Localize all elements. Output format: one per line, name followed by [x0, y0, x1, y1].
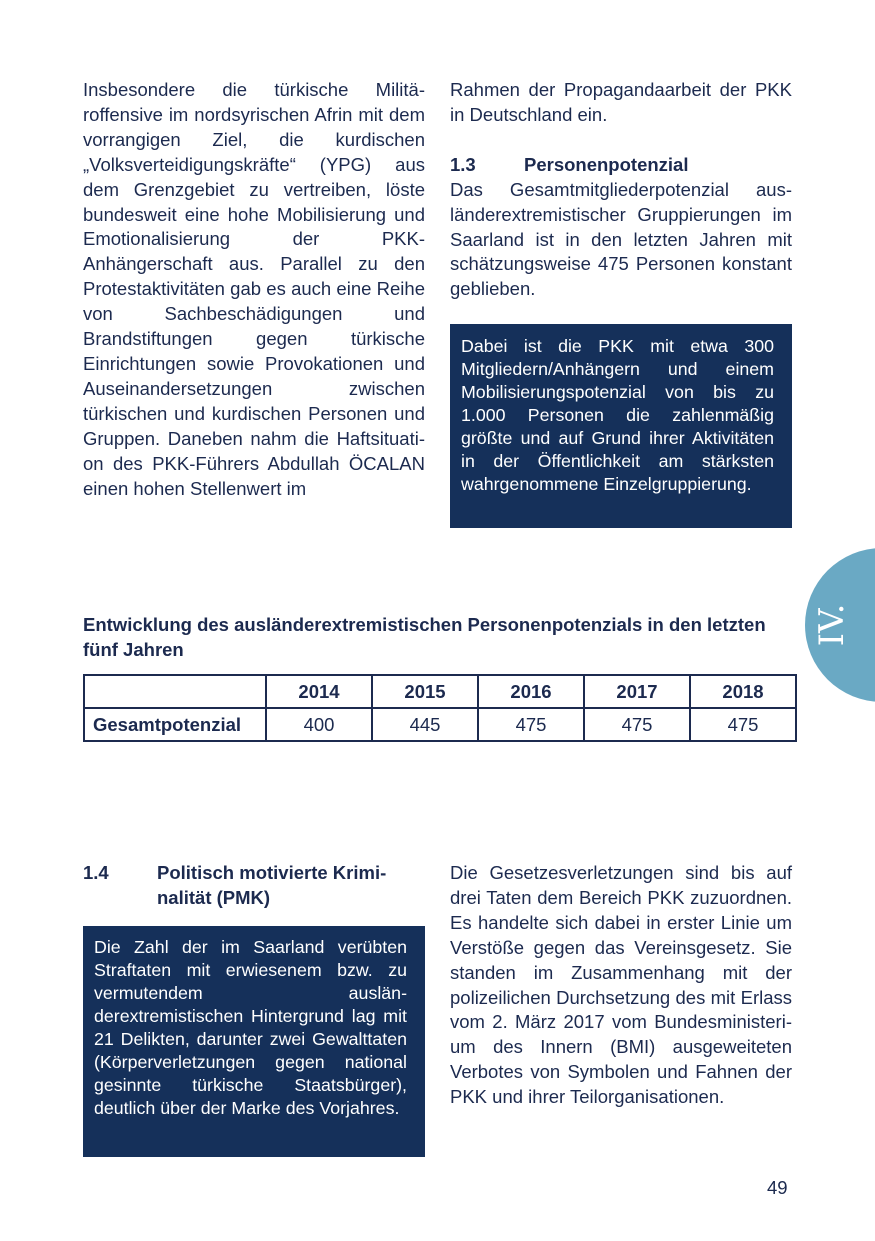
page-number: 49: [767, 1177, 788, 1198]
table-cell: 475: [478, 708, 584, 741]
section-title: Politisch motivierte Kriminalität (PMK): [157, 862, 387, 908]
year-header: 2018: [690, 675, 796, 708]
body-paragraph: Insbesondere die türkische Militäroffensive im nordsyrischen Afrin mit dem vorrangigen Ziel, die kurdischen „Volksverteidigungskräfte“ (YPG) aus dem Grenzgebiet zu vertreiben, löste bundesweit eine hohe Mobilisierung und Emotionalisierung der PKK-Anhängerschaft aus. Parallel zu den Protestaktivitäten gab es auch eine Reihe von Sachbeschädigungen und Brandstiftungen gegen türkische Einrichtungen sowie Provokationen und Auseinandersetzungen zwischen türkischen und kurdischen Personen und Gruppen. Daneben nahm die Haftsituation des PKK-Führers Abdullah ÖCALAN einen hohen Stellenwert im: [83, 79, 425, 499]
table-cell: 400: [266, 708, 372, 741]
table-title: Entwicklung des ausländerextremistischen Personenpotenzials in den letzten fünf Jahren: [83, 614, 766, 660]
body-paragraph: Das Gesamtmitgliederpotenzial ausländerextremistischer Gruppierungen im Saarland ist in den letzten Jahren mit schätzungsweise 475 Personen konstant geblieben.: [450, 178, 792, 300]
year-header: 2017: [584, 675, 690, 708]
chapter-label: IV.: [812, 603, 852, 647]
year-header: 2014: [266, 675, 372, 708]
body-paragraph: Rahmen der Propagandaarbeit der PKK in Deutschland ein.: [450, 79, 792, 125]
table-header-row: [84, 675, 796, 708]
table-cell: 475: [584, 708, 690, 741]
right-column-top: [450, 78, 792, 302]
highlight-box-pkk: [450, 324, 792, 528]
section-heading-1-3: [450, 153, 792, 178]
section-number: 1.4: [83, 862, 109, 883]
body-paragraph: Die Gesetzesverletzungen sind bis auf drei Taten dem Bereich PKK zuzuordnen. Es handelte sich dabei in erster Linie um Verstöße gegen das Vereinsgesetz. Sie standen im Zusammenhang mit der polizeilichen Durchsetzung des mit Erlass vom 2. März 2017 vom Bundesministerium des Innern (BMI) ausgeweiteten Verbotes von Symbolen und Fahnen der PKK und ihrer Teilorganisationen.: [450, 862, 792, 1108]
section-title: Personenpotenzial: [524, 153, 689, 175]
right-column-bottom: [450, 861, 792, 1110]
year-header: 2015: [372, 675, 478, 708]
highlight-text: Die Zahl der im Saarland verübten Straftaten mit erwiesenem bzw. zu vermutendem ausländerextremistischen Hintergrund lag mit 21 Delikten, darunter zwei Gewalttaten (Körperverletzungen gegen national gesinnte türkische Staatsbürger), deutlich über der Marke des Vorjahres.: [94, 937, 407, 1118]
section-heading-1-4: [83, 861, 425, 911]
section-number: 1.3: [450, 153, 476, 175]
table-corner-cell: [84, 675, 266, 708]
table-cell: 445: [372, 708, 478, 741]
left-column-bottom: [83, 861, 425, 911]
table-cell: 475: [690, 708, 796, 741]
left-column-top: [83, 78, 425, 501]
highlight-box-pmk: [83, 926, 425, 1157]
row-label: Gesamtpotenzial: [84, 708, 266, 741]
personenpotenzial-table: [83, 674, 797, 742]
highlight-text: Dabei ist die PKK mit etwa 300 Mitgliedern/Anhängern und einem Mobilisierungspotenzial von bis zu 1.000 Personen die zahlenmäßig größte und auf Grund ihrer Aktivitäten in der Öffentlichkeit am stärksten wahrgenommene Einzelgruppierung.: [461, 336, 774, 494]
year-header: 2016: [478, 675, 584, 708]
table-row: [84, 708, 796, 741]
